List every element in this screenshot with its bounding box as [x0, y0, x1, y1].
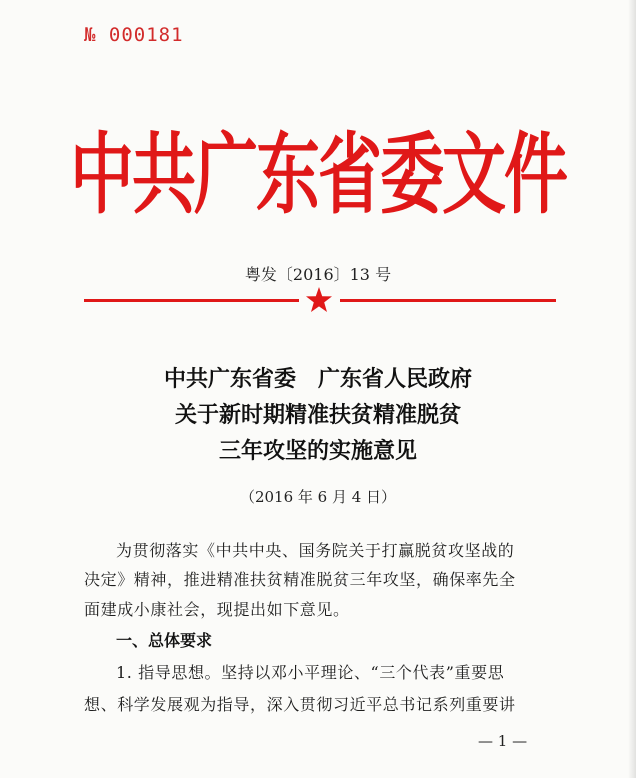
document-number: 粤发〔2016〕13 号: [244, 265, 392, 284]
masthead-title: 中共广东省委文件: [70, 124, 566, 228]
body-paragraph-line: 想、科学发展观为指导，深入贯彻习近平总书记系列重要讲: [84, 695, 516, 714]
body-paragraph-line: 决定》精神，推进精准扶贫精准脱贫三年攻坚，确保率先全: [84, 570, 516, 589]
page-number: — 1 —: [478, 732, 528, 750]
document-title-line-2: 关于新时期精准扶贫精准脱贫: [174, 402, 461, 428]
star-icon: [305, 286, 333, 314]
red-rule-left: [84, 299, 299, 302]
body-paragraph-line: 面建成小康社会，现提出如下意见。: [84, 600, 350, 619]
red-rule-right: [340, 299, 556, 302]
document-date: （2016 年 6 月 4 日）: [239, 488, 397, 506]
document-title-line-1: 中共广东省委 广东省人民政府: [163, 366, 472, 392]
scan-edge-shadow: [628, 0, 636, 778]
section-heading: 一、总体要求: [116, 631, 213, 650]
body-paragraph-line: 1. 指导思想。坚持以邓小平理论、“三个代表”重要思: [116, 663, 505, 682]
body-paragraph-line: 为贯彻落实《中共中央、国务院关于打赢脱贫攻坚战的: [116, 541, 515, 560]
serial-number: № 000181: [84, 24, 184, 46]
document-title-line-3: 三年攻坚的实施意见: [218, 438, 417, 464]
